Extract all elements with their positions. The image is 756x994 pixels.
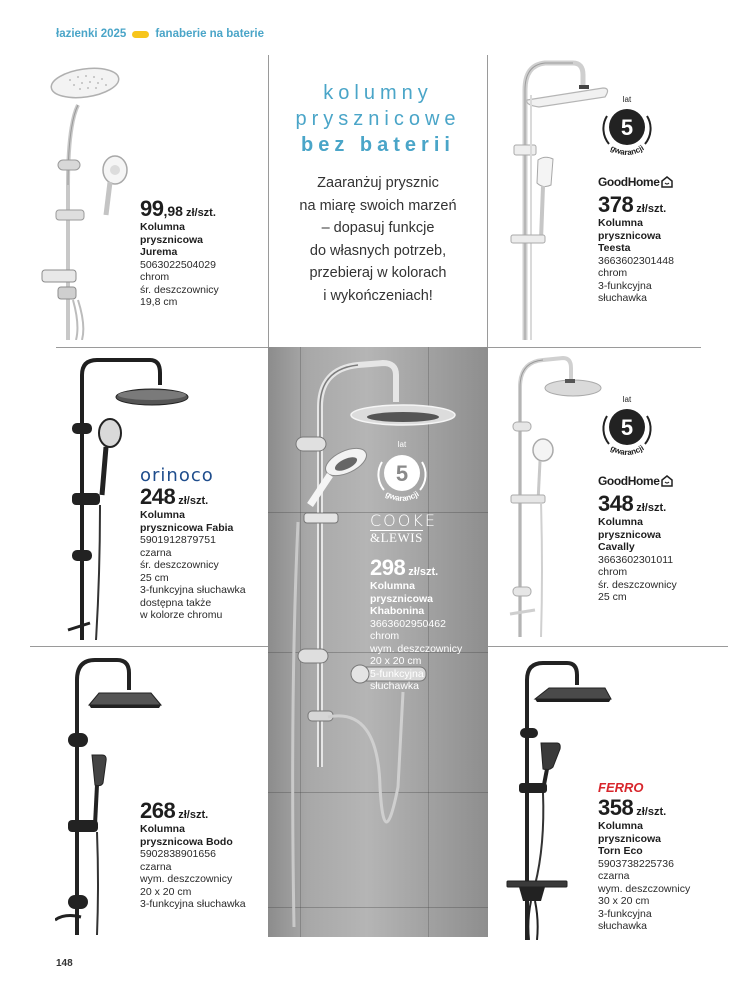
product-spec: dostępna także [140, 596, 212, 609]
brand-logo-goodhome: GoodHome [598, 176, 674, 188]
separator-pill [132, 31, 149, 38]
intro-title-line: kolumny [323, 82, 433, 104]
product-name: Torn Eco [598, 845, 643, 858]
product-name: prysznicowa [140, 233, 204, 246]
price: 248 zł/szt. [140, 484, 209, 510]
product-spec: czarna [598, 870, 630, 883]
goodhome-house-icon [661, 176, 673, 188]
page-number: 148 [56, 958, 73, 969]
product-ean: 3663602301448 [598, 254, 674, 267]
product-card-torn-eco [598, 782, 690, 933]
divider [488, 646, 728, 647]
product-spec: śr. deszczownicy [598, 578, 677, 591]
svg-text:lat: lat [397, 440, 407, 449]
price: 268 zł/szt. [140, 798, 209, 823]
product-name: prysznicowa [598, 832, 662, 845]
price: 348 zł/szt. [598, 491, 667, 517]
product-name: Cavally [598, 541, 635, 554]
product-ean: 5063022504029 [140, 258, 216, 271]
product-spec: chrom [140, 271, 170, 283]
brand-logo-cooke-lewis: COOKE &LEWIS [370, 511, 437, 545]
divider [268, 55, 269, 347]
warranty-badge [595, 92, 659, 162]
product-spec: 3-funkcyjna [598, 279, 652, 292]
price: 99 ,98 zł/szt. [140, 196, 216, 221]
product-spec: śr. deszczownicy [140, 283, 219, 296]
page-header [56, 28, 264, 40]
product-spec: chrom [598, 566, 628, 579]
product-name: Teesta [598, 242, 631, 255]
product-spec: wym. deszczownicy [598, 882, 691, 895]
product-name: Kolumna [598, 820, 643, 833]
product-name: prysznicowa Bodo [140, 835, 233, 848]
product-name: Kolumna [370, 580, 415, 592]
product-name: Kolumna [598, 217, 643, 230]
svg-text:gwarancji: gwarancji [383, 489, 421, 504]
product-spec: słuchawka [370, 680, 420, 692]
intro-body: Zaaranżuj prysznic na miarę swoich marzeń – dopasuj funkcje do własnych potrzeb, przebieraj w kolorach i wykończeniach! [299, 175, 457, 304]
svg-text:5: 5 [395, 461, 409, 486]
product-name: prysznicowa [370, 592, 434, 605]
warranty-5-years-icon [595, 92, 659, 162]
product-spec: 3-funkcyjna [598, 907, 652, 920]
svg-text:lat: lat [622, 395, 632, 404]
warranty-5-years-icon [595, 392, 659, 462]
product-ean: 3663602301011 [598, 553, 674, 566]
svg-text:5: 5 [620, 115, 634, 140]
product-name: prysznicowa [598, 229, 662, 242]
price: 298 zł/szt. [370, 555, 439, 580]
product-card-jurema [140, 198, 219, 309]
svg-text:5: 5 [620, 415, 634, 440]
product-spec: 5-funkcyjna [370, 667, 424, 680]
brand-logo-goodhome: GoodHome [598, 475, 677, 487]
svg-text:gwarancji: gwarancji [608, 443, 646, 458]
product-spec: 20 x 20 cm [140, 885, 192, 898]
product-image-cavally [505, 352, 605, 637]
product-spec: 20 x 20 cm [370, 655, 422, 667]
warranty-5-years-icon [370, 437, 434, 509]
product-ean: 5901912879751 [140, 534, 216, 547]
divider [487, 55, 488, 347]
product-spec: wym. deszczownicy [140, 873, 233, 885]
product-name: Kolumna [140, 509, 185, 522]
product-spec: 19,8 cm [140, 296, 178, 308]
goodhome-house-icon [661, 475, 673, 487]
product-spec: słuchawka [598, 292, 648, 305]
shower-column-icon [505, 352, 605, 637]
product-spec: słuchawka [598, 920, 648, 933]
product-name: Kolumna [140, 221, 185, 233]
product-ean: 5903738225736 [598, 857, 674, 870]
product-spec: śr. deszczownicy [140, 559, 219, 572]
product-spec: chrom [370, 630, 400, 642]
intro-title-line: bez baterii [301, 134, 455, 156]
product-name: Kolumna [140, 823, 185, 835]
product-spec: 25 cm [140, 571, 169, 584]
warranty-badge [595, 392, 659, 462]
product-ean: 5902838901656 [140, 848, 216, 860]
product-ean: 3663602950462 [370, 617, 446, 630]
subsection-title: fanaberie na baterie [155, 28, 264, 40]
product-name: prysznicowa Fabia [140, 521, 234, 534]
divider [30, 646, 268, 647]
product-spec: chrom [598, 267, 628, 280]
product-name: Kolumna [598, 516, 643, 529]
product-spec: 3-funkcyjna słuchawka [140, 898, 246, 910]
product-card-teesta [598, 176, 674, 305]
product-card-cavally [598, 475, 677, 604]
product-spec: 25 cm [598, 591, 627, 604]
product-photo-khabonina [268, 347, 488, 937]
svg-text:lat: lat [622, 95, 632, 104]
product-card-khabonina [370, 557, 462, 693]
section-title: łazienki 2025 [56, 28, 127, 40]
intro-title-line: prysznicowe [295, 108, 461, 130]
svg-text:gwarancji: gwarancji [608, 143, 646, 158]
product-card-bodo [140, 800, 246, 911]
product-spec: 3-funkcyjna słuchawka [140, 584, 246, 597]
product-spec: w kolorze chromu [140, 609, 223, 622]
brand-logo-orinoco: orinoco [140, 465, 214, 486]
product-spec: czarna [140, 546, 172, 559]
product-name: Khabonina [370, 605, 425, 617]
price: 378 zł/szt. [598, 192, 667, 218]
product-spec: wym. deszczownicy [370, 642, 463, 655]
product-spec: 30 x 20 cm [598, 895, 650, 908]
product-image-jurema [40, 65, 140, 340]
shower-column-icon [40, 65, 140, 340]
product-name: Jurema [140, 246, 178, 258]
product-spec: czarna [140, 860, 172, 873]
brand-logo-ferro: FERRO [598, 780, 644, 795]
product-card-fabia [140, 465, 246, 622]
product-name: prysznicowa [598, 528, 662, 541]
intro-block [270, 80, 486, 307]
price: 358 zł/szt. [598, 795, 667, 821]
